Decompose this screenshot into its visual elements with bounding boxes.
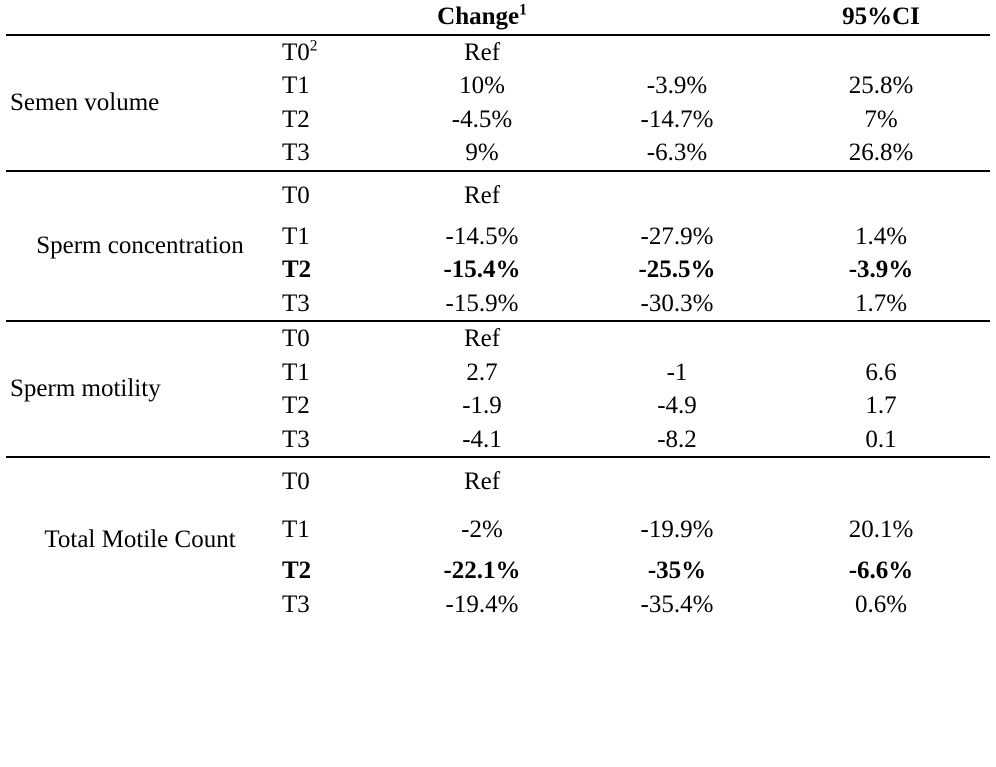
timepoint-text: T1 [282, 516, 310, 544]
cell-change: Ref [382, 321, 582, 356]
header-ci-text: 95%CI [842, 3, 920, 30]
cell-ci-high [772, 35, 990, 70]
header-ci-low-blank [582, 0, 772, 35]
group-label: Sperm motility [6, 321, 278, 457]
cell-change: -19.4% [445, 590, 519, 618]
table-header [6, 0, 990, 35]
cell-ci-low [582, 35, 772, 70]
timepoint-text: T2 [282, 557, 312, 584]
timepoint-text: T1 [282, 358, 310, 386]
timepoint-text: T1 [282, 72, 310, 99]
cell-change: -1.9 [462, 392, 502, 419]
header-time-blank [278, 0, 382, 35]
cell-ci-high: 25.8% [848, 72, 914, 99]
timepoint-label [278, 389, 382, 423]
header-change-text: Change [437, 3, 520, 30]
timepoint-text: T2 [282, 256, 312, 283]
timepoint-label [278, 588, 382, 622]
cell-change: -15.4% [443, 256, 521, 283]
cell-ci-high: -6.6% [848, 557, 914, 584]
cell-ci-high: 0.1 [865, 425, 897, 453]
cell-change: 2.7 [466, 358, 498, 386]
cell-ci-high: 1.4% [854, 222, 908, 250]
cell-ci-high [772, 171, 990, 220]
timepoint-label [278, 171, 382, 220]
cell-ci-low: -14.7% [640, 105, 714, 133]
timepoint-label [278, 220, 382, 254]
cell-change: -15.9% [445, 289, 519, 317]
timepoint-text: T1 [282, 222, 310, 250]
timepoint-text: T0 [282, 325, 310, 352]
table-row [6, 457, 990, 506]
cell-ci-low [582, 171, 772, 220]
cell-ci-high: 26.8% [848, 139, 914, 166]
timepoint-label [278, 103, 382, 137]
header-ci [772, 0, 990, 35]
cell-ci-low: -35% [647, 557, 707, 584]
cell-change: 10% [459, 72, 505, 99]
group-label: Sperm concentration [6, 171, 278, 322]
cell-ci-low: -3.9% [646, 72, 708, 99]
cell-change: -22.1% [443, 557, 521, 584]
timepoint-text: T2 [282, 105, 310, 133]
timepoint-label [278, 356, 382, 390]
cell-change: 9% [465, 139, 499, 166]
cell-ci-low: -1 [666, 358, 688, 386]
timepoint-label [278, 457, 382, 506]
cell-change: -4.5% [451, 105, 513, 133]
table-row [6, 321, 990, 356]
timepoint-label [278, 554, 382, 588]
cell-ci-high: 6.6 [865, 358, 897, 386]
cell-ci-low: -27.9% [640, 222, 714, 250]
cell-ci-high: 7% [864, 105, 898, 133]
table-row [6, 35, 990, 70]
table-row [6, 171, 990, 220]
cell-ci-high: -3.9% [848, 256, 914, 283]
table-body [6, 35, 990, 622]
cell-change: -2% [461, 516, 503, 544]
timepoint-text: T3 [282, 425, 310, 453]
group-label: Semen volume [6, 35, 278, 171]
timepoint-footnote: 2 [309, 37, 318, 55]
header-change-footnote: 1 [519, 1, 527, 19]
cell-ci-high [772, 321, 990, 356]
cell-ci-low: -8.2 [657, 425, 697, 453]
timepoint-label [278, 506, 382, 554]
cell-ci-low [582, 457, 772, 506]
cell-ci-high: 0.6% [854, 590, 908, 618]
cell-ci-high: 1.7% [854, 289, 908, 317]
timepoint-text: T3 [282, 139, 310, 166]
timepoint-label [278, 35, 382, 70]
cell-ci-low: -30.3% [640, 289, 714, 317]
timepoint-text: T0 [282, 468, 310, 496]
cell-change: -4.1 [462, 425, 502, 453]
results-table [6, 0, 990, 621]
timepoint-label [278, 423, 382, 458]
timepoint-text: T0 [282, 38, 310, 66]
header-label-blank [6, 0, 278, 35]
timepoint-text: T0 [282, 181, 310, 209]
timepoint-label [278, 321, 382, 356]
header-row [6, 0, 990, 35]
cell-ci-high [772, 457, 990, 506]
header-change [382, 0, 582, 35]
cell-ci-low: -4.9 [657, 392, 697, 419]
cell-ci-low [582, 321, 772, 356]
cell-change: Ref [382, 171, 582, 220]
cell-ci-high: 20.1% [848, 516, 914, 544]
timepoint-text: T2 [282, 392, 310, 419]
timepoint-text: T3 [282, 289, 310, 317]
timepoint-text: T3 [282, 590, 310, 618]
cell-change: Ref [382, 35, 582, 70]
cell-ci-low: -25.5% [638, 256, 716, 283]
cell-change: -14.5% [445, 222, 519, 250]
timepoint-label [278, 253, 382, 287]
cell-change: Ref [382, 457, 582, 506]
timepoint-label [278, 136, 382, 171]
cell-ci-low: -19.9% [640, 516, 714, 544]
timepoint-label [278, 287, 382, 322]
group-label: Total Motile Count [6, 457, 278, 621]
cell-ci-high: 1.7 [865, 392, 897, 419]
timepoint-label [278, 69, 382, 103]
cell-ci-low: -6.3% [646, 139, 708, 166]
cell-ci-low: -35.4% [640, 590, 714, 618]
